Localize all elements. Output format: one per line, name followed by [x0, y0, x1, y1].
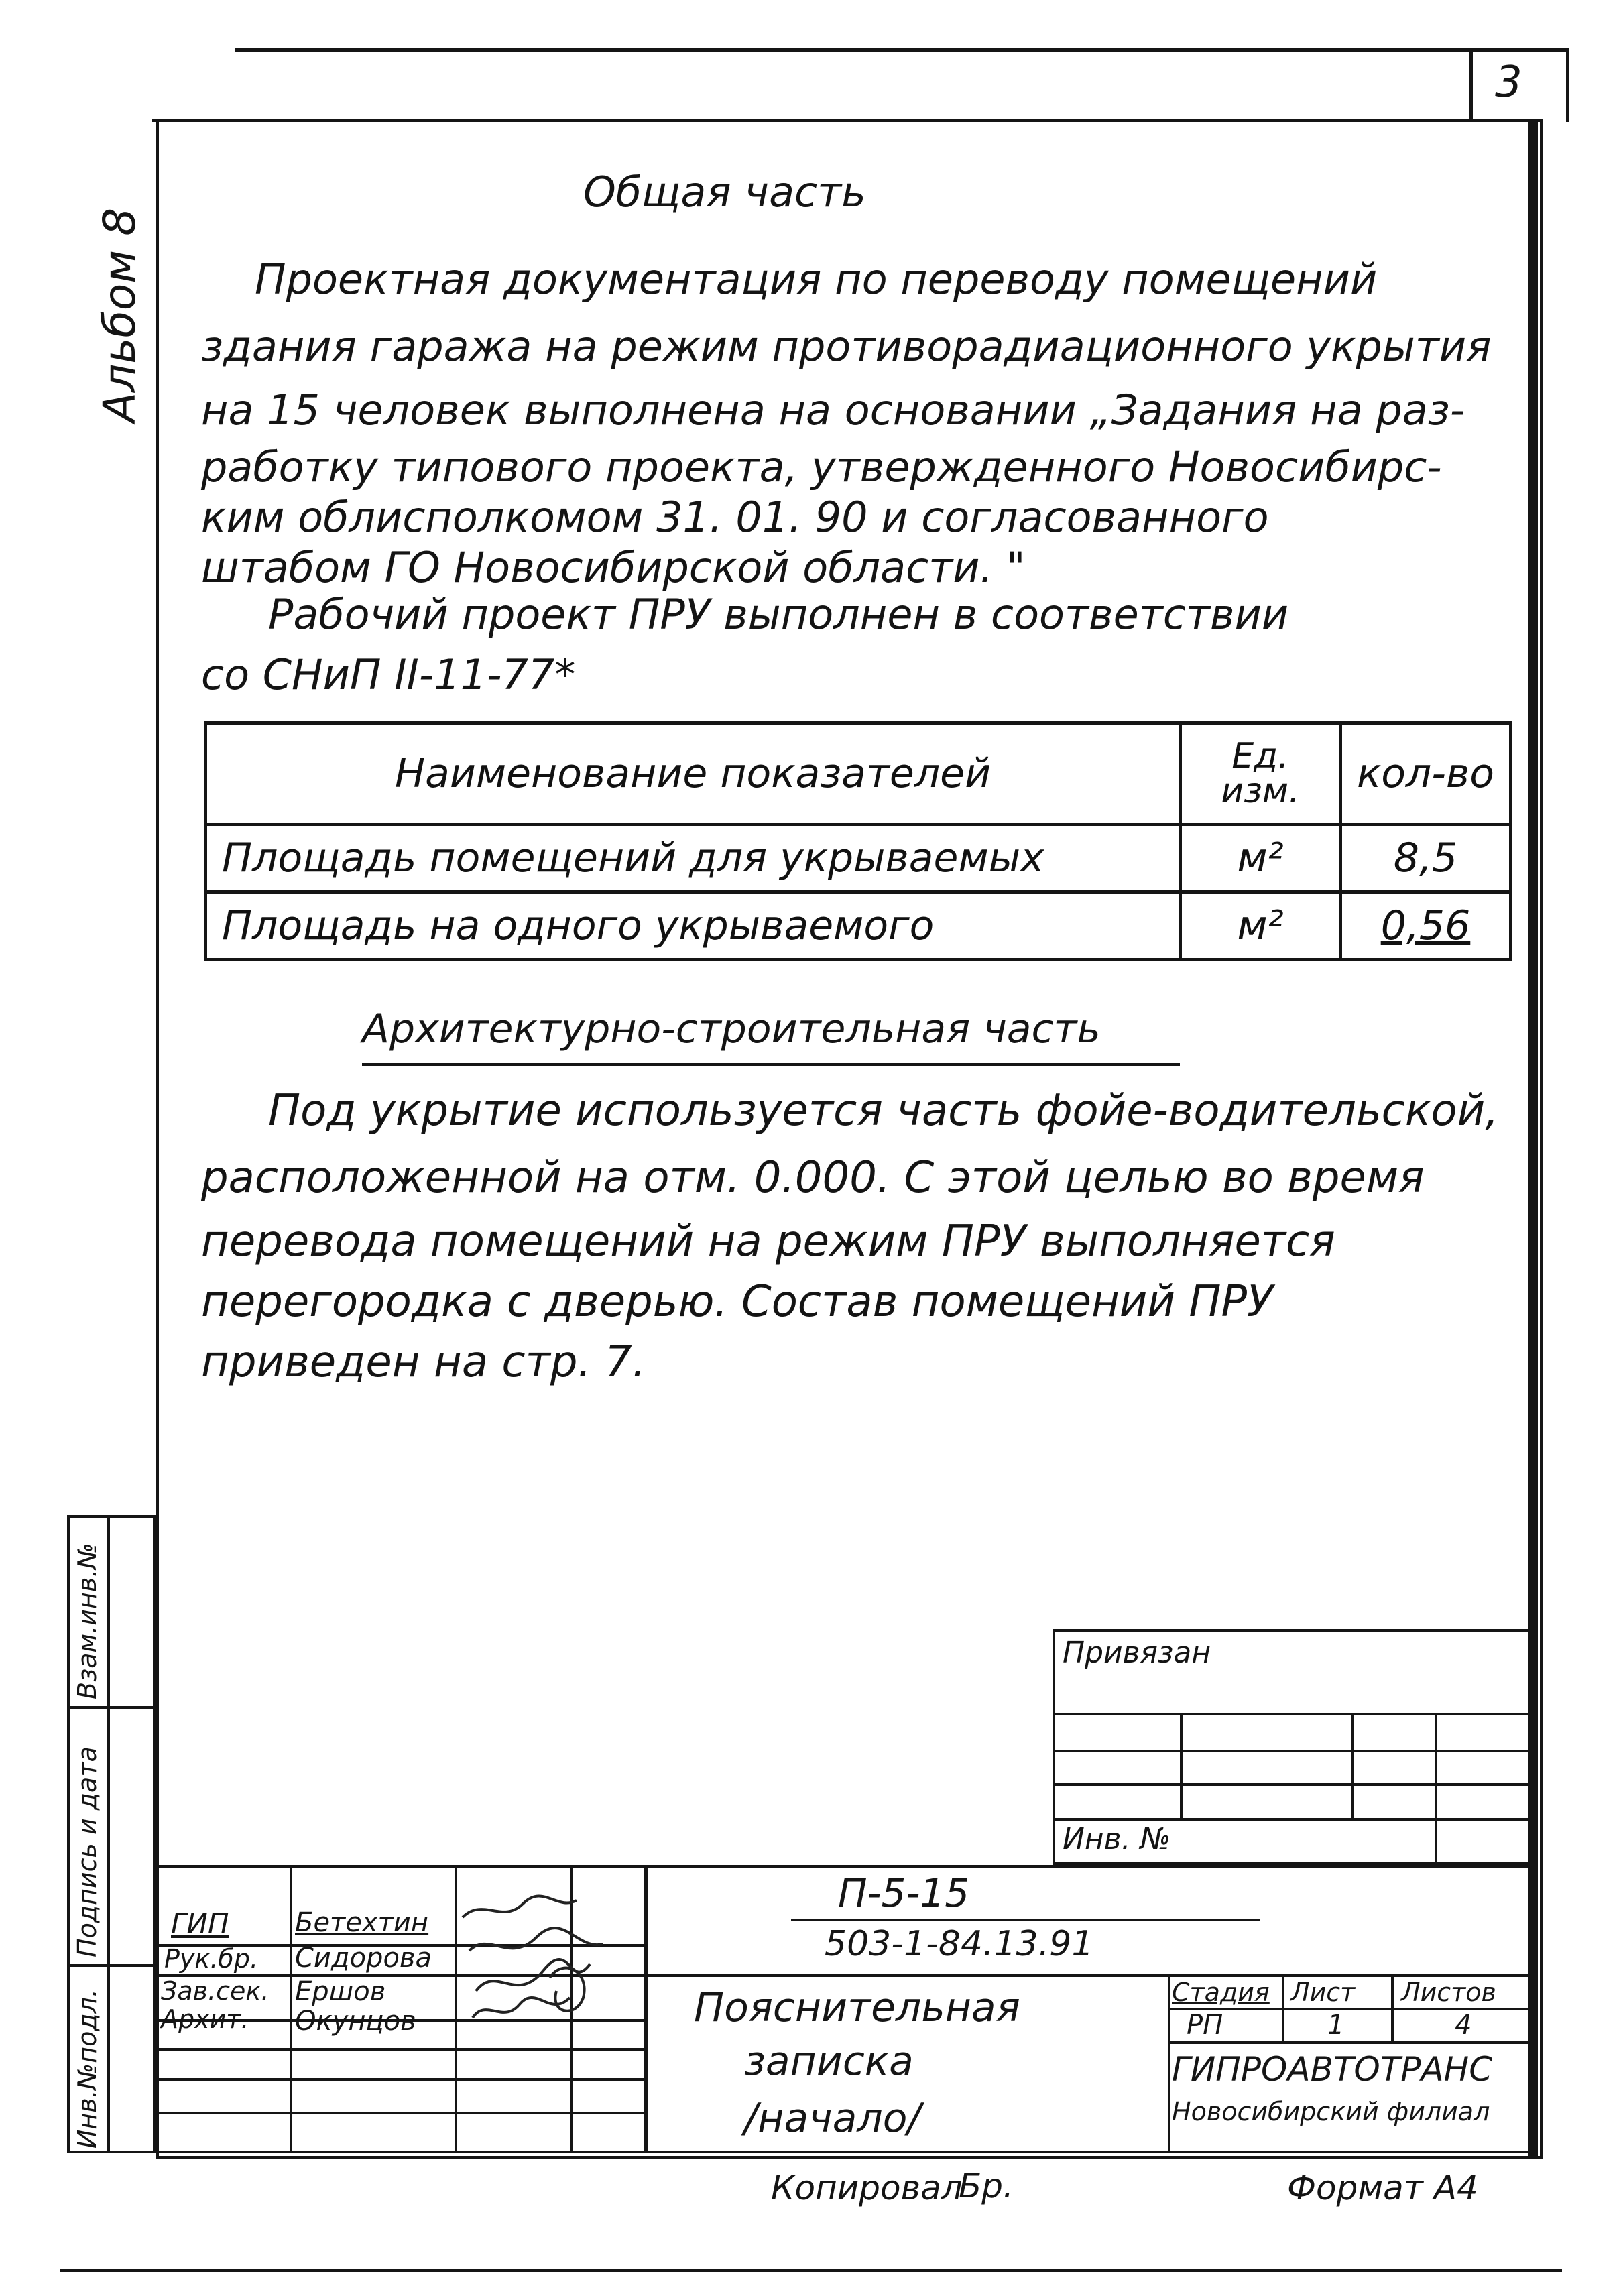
- privyazan-hline-3: [1053, 1783, 1532, 1786]
- footer-format: Формат А4: [1287, 2169, 1478, 2208]
- general-line-5: ким облисполкомом 31. 01. 90 и согласованного: [201, 493, 1269, 542]
- signature-scribbles: [456, 1890, 610, 2038]
- signatory-role: Рук.бр.: [164, 1944, 259, 1974]
- page-number-box-right: [1566, 48, 1569, 122]
- privyazan-hline-4: [1053, 1818, 1532, 1821]
- organization: ГИПРОАВТОТРАНС: [1172, 2050, 1493, 2089]
- row-unit: м²: [1181, 825, 1341, 892]
- footer-copier-initials: Бр.: [959, 2167, 1014, 2206]
- general-line-3: на 15 человек выполнена на основании „Задания на раз-: [201, 385, 1465, 434]
- general-line-7: Рабочий проект ПРУ выполнен в соответствии: [268, 590, 1289, 639]
- side-strip-row-1: [67, 1706, 156, 1709]
- header-quantity: кол-во: [1340, 723, 1510, 825]
- footer-copied: Копировал: [771, 2169, 963, 2208]
- row-name: Площадь помещений для укрываемых: [206, 825, 1181, 892]
- bottom-rule: [60, 2269, 1562, 2272]
- header-unit: Ед. изм.: [1181, 723, 1341, 825]
- general-line-2: здания гаража на режим противорадиационного укрытия: [201, 322, 1492, 371]
- code-underline: [791, 1919, 1260, 1921]
- header-indicator-name: Наименование показателей: [206, 723, 1181, 825]
- arch-line-5: приведен на стр. 7.: [201, 1337, 646, 1387]
- arch-line-4: перегородка с дверью. Состав помещений ПРУ: [201, 1277, 1274, 1327]
- page-number-box-left: [1469, 48, 1473, 122]
- stage-hline-2: [1168, 2041, 1537, 2044]
- side-label-vzam-inv: Взам.инв.№: [72, 1543, 102, 1699]
- signatory-name: Окунцов: [295, 2006, 416, 2037]
- privyazan-hline-1: [1053, 1713, 1532, 1715]
- page-number: 3: [1495, 58, 1522, 107]
- stage-vline-left: [1168, 1974, 1170, 2153]
- privyazan-vline-2: [1351, 1713, 1354, 1820]
- privyazan-vline-1: [1180, 1713, 1183, 1820]
- heading-arch: Архитектурно-строительная часть: [362, 1006, 1101, 1052]
- privyazan-hline-2: [1053, 1750, 1532, 1752]
- branch: Новосибирский филиал: [1172, 2097, 1490, 2126]
- stage-value: РП: [1187, 2010, 1223, 2041]
- indicators-table: [204, 721, 1512, 961]
- row-unit: м²: [1181, 892, 1341, 960]
- tb-hline-4: [156, 2048, 645, 2051]
- row-name: Площадь на одного укрываемого: [206, 892, 1181, 960]
- code-main: П-5-15: [838, 1870, 970, 1916]
- table-row: [206, 892, 1511, 960]
- signatory-name: Бетехтин: [295, 1907, 429, 1938]
- table-row: [206, 825, 1511, 892]
- arch-line-1: Под укрытие используется часть фойе-водительской,: [268, 1086, 1499, 1136]
- document-title-line-1: Пояснительная: [694, 1984, 1020, 2031]
- sheets-value: 4: [1455, 2010, 1472, 2041]
- signatory-name: Сидорова: [295, 1943, 432, 1974]
- table-header-row: [206, 723, 1511, 825]
- stage-header: Стадия: [1172, 1978, 1270, 2007]
- general-line-1: Проектная документация по переводу помещений: [255, 255, 1378, 304]
- arch-line-3: перевода помещений на режим ПРУ выполняется: [201, 1217, 1335, 1266]
- row-value: 0,56: [1340, 892, 1510, 960]
- general-line-8: со СНиП II-11-77*: [201, 650, 576, 699]
- signatory-role: Архит.: [161, 2004, 249, 2034]
- sheet-value: 1: [1327, 2010, 1345, 2041]
- stage-hline-1: [1168, 2008, 1537, 2010]
- album-label: Альбом 8: [94, 207, 145, 422]
- tb-vline-role: [290, 1865, 292, 2153]
- privyazan-inv-no: Инв. №: [1063, 1822, 1171, 1856]
- side-label-inv-podl: Инв.№подл.: [72, 1988, 102, 2149]
- general-line-4: работку типового проекта, утвержденного Новосибирс-: [201, 442, 1442, 491]
- side-label-podpis-data: Подпись и дата: [72, 1746, 102, 1957]
- document-title-line-3: /начало/: [744, 2095, 921, 2142]
- sheets-header: Листов: [1401, 1978, 1496, 2007]
- heading-arch-underline: [362, 1063, 1180, 1066]
- tb-vline-date: [644, 1865, 648, 2153]
- tb-hline-6: [156, 2112, 645, 2114]
- signatory-name: Ершов: [295, 1976, 386, 2007]
- arch-line-2: расположенной на отм. 0.000. С этой целью во время: [201, 1153, 1425, 1203]
- privyazan-label: Привязан: [1063, 1636, 1211, 1670]
- side-strip-row-2: [67, 1964, 156, 1967]
- signatory-role: Зав.сек.: [161, 1976, 269, 2006]
- top-rule: [235, 48, 1569, 52]
- row-value: 8,5: [1340, 825, 1510, 892]
- tb-center-hline: [645, 1974, 1537, 1977]
- sheet-header: Лист: [1290, 1978, 1356, 2007]
- privyazan-vline-3: [1435, 1713, 1437, 1865]
- side-strip-divider: [107, 1515, 110, 2153]
- code-series: 503-1-84.13.91: [825, 1924, 1094, 1964]
- signatory-role: ГИП: [171, 1907, 229, 1940]
- tb-hline-5: [156, 2078, 645, 2081]
- general-line-6: штабом ГО Новосибирской области. ": [201, 543, 1026, 592]
- heading-general: Общая часть: [583, 168, 866, 217]
- document-title-line-2: записка: [744, 2038, 914, 2085]
